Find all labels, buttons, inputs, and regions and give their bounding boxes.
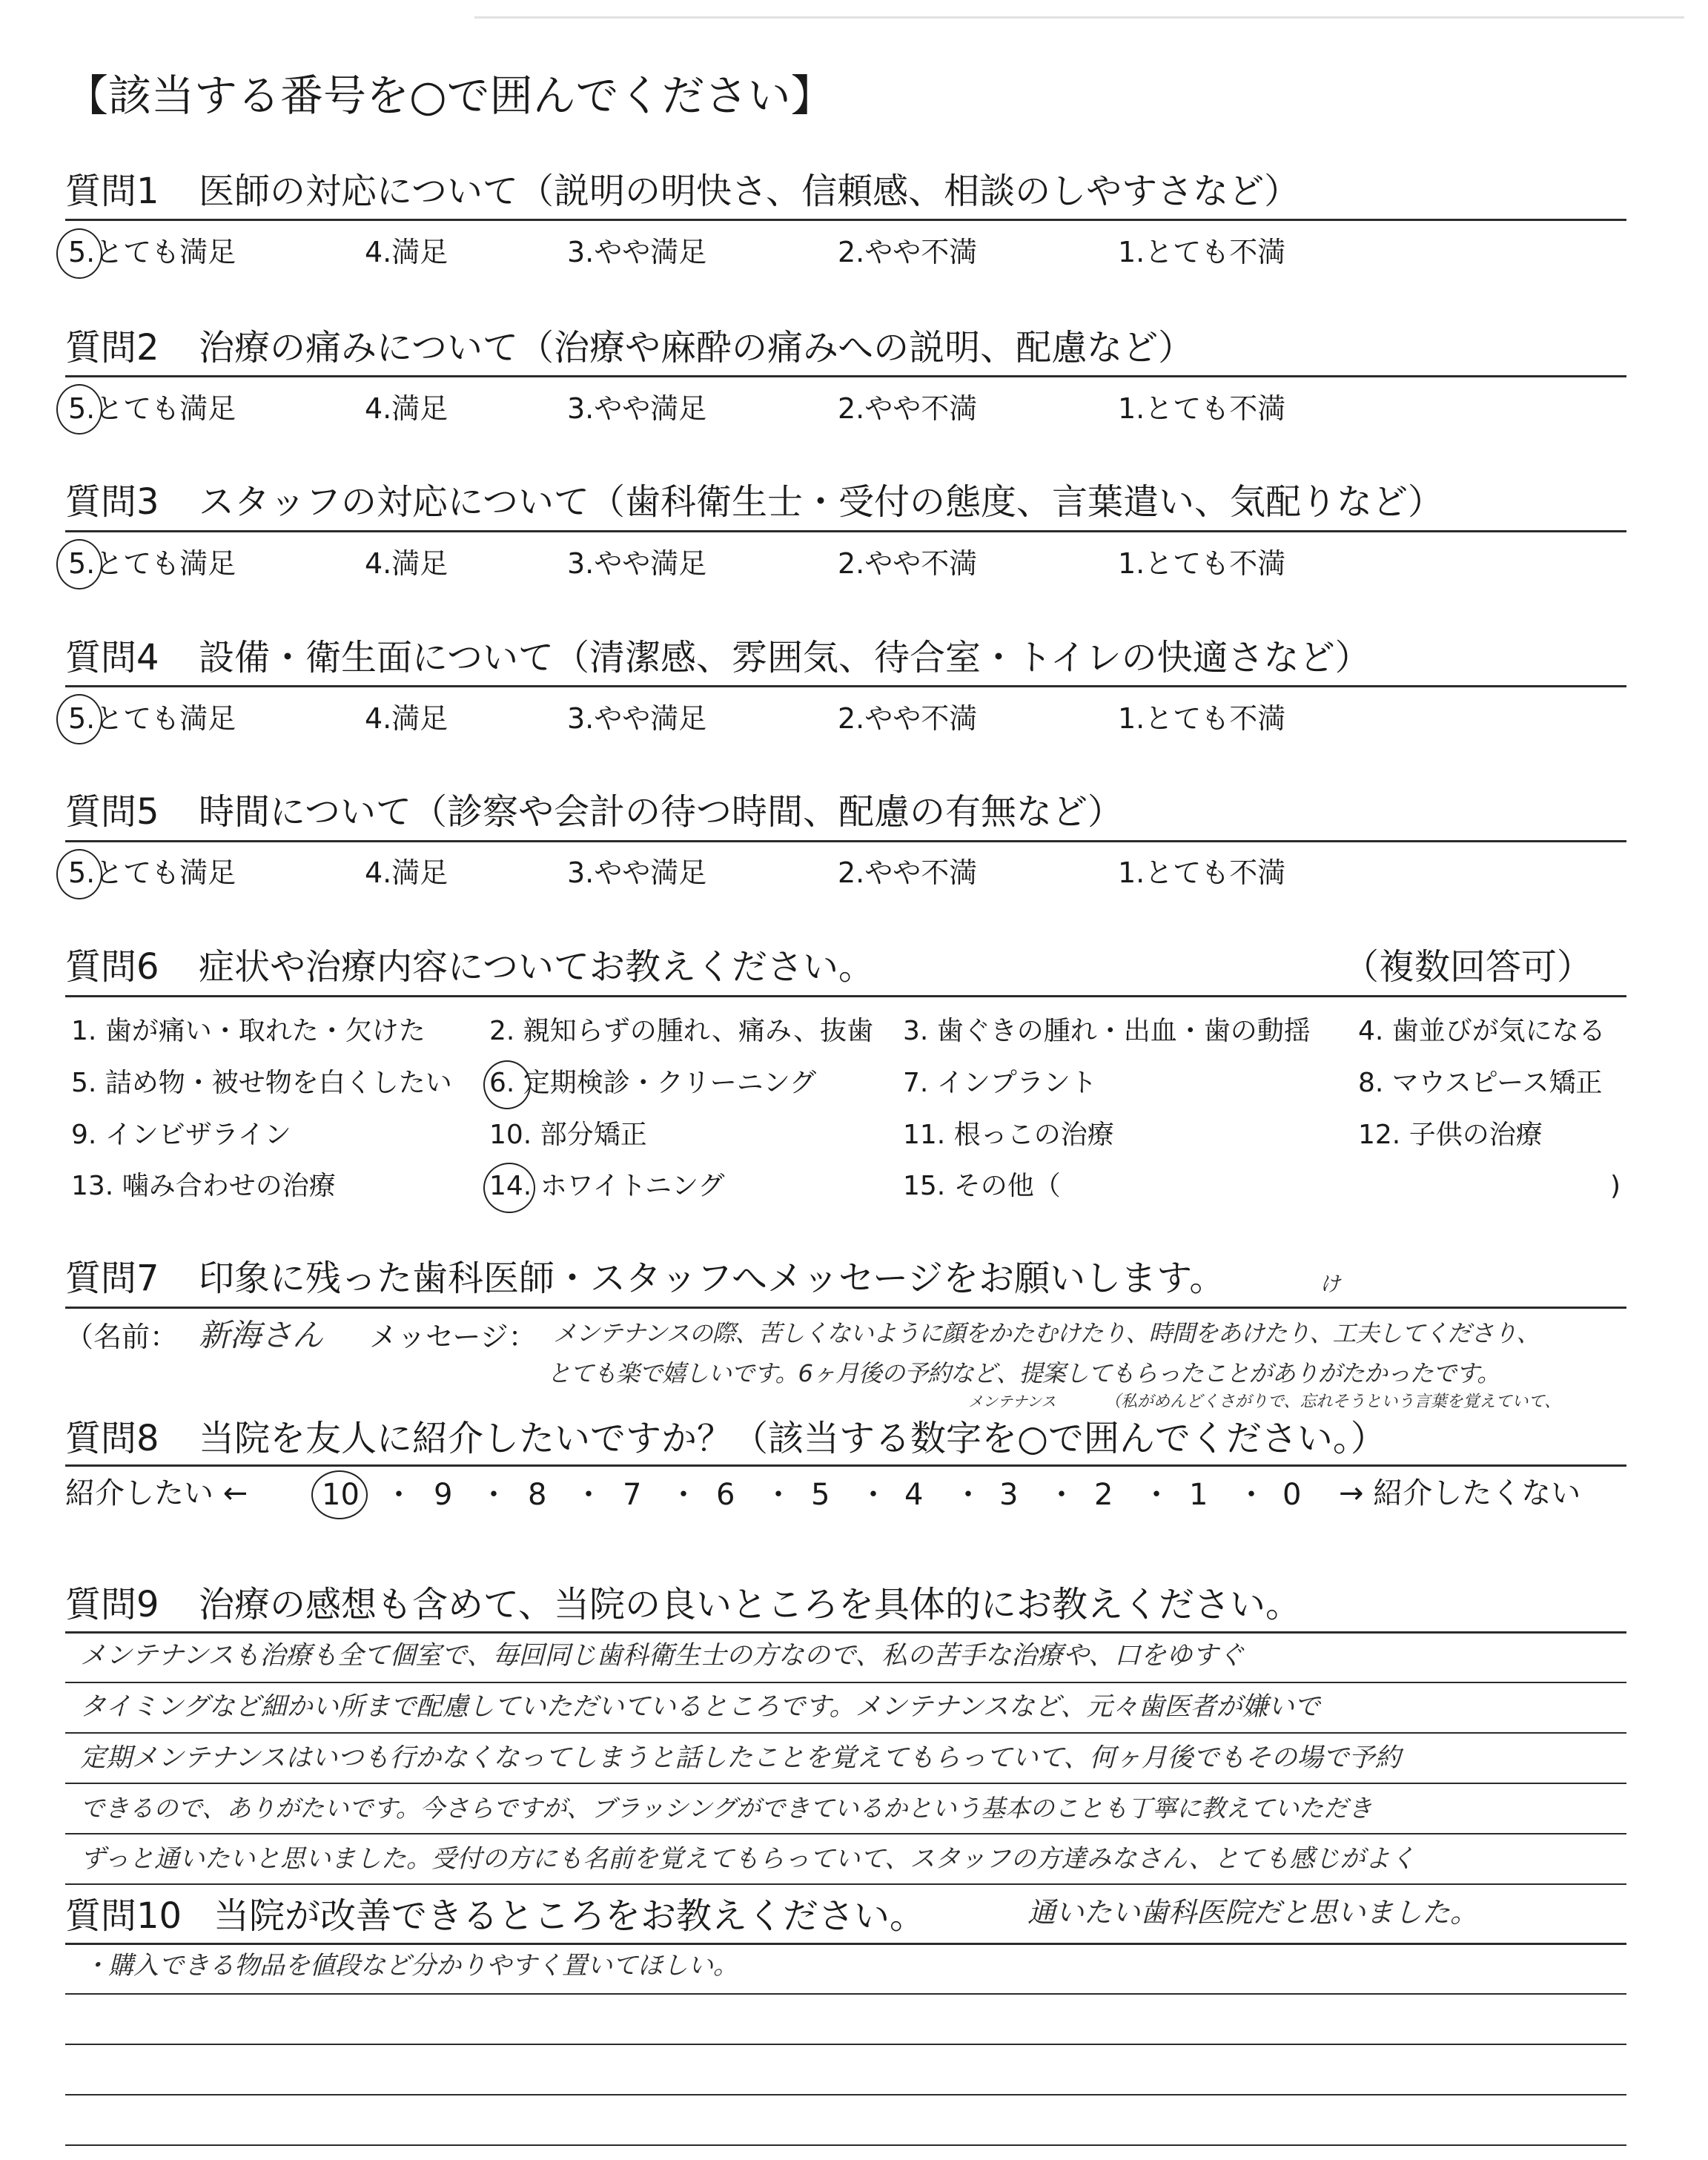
answer-text[interactable]: できるので、ありがたいです。今さらですが、ブラッシングができているかという基本のことも丁寧に教えていただき xyxy=(80,1794,1373,1823)
question-text: 当院が改善できるところをお教えください。 xyxy=(214,1895,926,1937)
scale-value-3[interactable]: 3 xyxy=(999,1478,1019,1512)
scale-dot: ・ xyxy=(1047,1478,1076,1512)
rating-option-1[interactable]: 1.とても不満 xyxy=(1118,236,1286,268)
rating-option-2[interactable]: 2.やや不満 xyxy=(838,236,978,268)
divider xyxy=(65,840,1626,842)
treatment-option-4[interactable]: 4. 歯並びが気になる xyxy=(1358,1016,1606,1046)
rating-option-3[interactable]: 3.やや満足 xyxy=(567,547,707,580)
divider xyxy=(65,995,1626,997)
treatment-option-10[interactable]: 10. 部分矯正 xyxy=(489,1120,647,1150)
rating-option-1[interactable]: 1.とても不満 xyxy=(1118,392,1286,425)
scale-dot: ・ xyxy=(764,1478,793,1512)
question-label: 質問5 xyxy=(65,791,159,833)
scale-value-2[interactable]: 2 xyxy=(1094,1478,1113,1512)
scale-value-8[interactable]: 8 xyxy=(528,1478,547,1512)
question-label: 質問4 xyxy=(65,637,159,678)
rating-option-4[interactable]: 4.満足 xyxy=(365,392,448,425)
treatment-option-11[interactable]: 11. 根っこの治療 xyxy=(903,1120,1114,1150)
rating-option-1[interactable]: 1.とても不満 xyxy=(1118,856,1286,889)
scale-dot: ・ xyxy=(953,1478,983,1512)
rating-option-2[interactable]: 2.やや不満 xyxy=(838,547,978,580)
rating-option-5[interactable]: 5.とても満足 xyxy=(68,702,236,735)
divider xyxy=(65,219,1626,221)
message-line[interactable]: メンテナンスの際、苦しくないように顔をかたむけたり、時間をあけたり、工夫してくださり、 xyxy=(553,1319,1540,1347)
treatment-option-7[interactable]: 7. インプラント xyxy=(903,1068,1097,1098)
answer-line xyxy=(65,1682,1626,1683)
treatment-option-2[interactable]: 2. 親知らずの腫れ、痛み、抜歯 xyxy=(489,1016,874,1046)
rating-option-5[interactable]: 5.とても満足 xyxy=(68,547,236,580)
divider xyxy=(65,685,1626,687)
answer-text[interactable]: ・購入できる物品を値段など分かりやすく置いてほしい。 xyxy=(83,1951,738,1981)
scale-value-1[interactable]: 1 xyxy=(1189,1478,1208,1512)
rating-option-3[interactable]: 3.やや満足 xyxy=(567,392,707,425)
answer-line xyxy=(65,1833,1626,1834)
scale-dot: ・ xyxy=(858,1478,888,1512)
question-text: 医師の対応について（説明の明快さ、信頼感、相談のしやすさなど） xyxy=(199,171,1300,212)
page-title: 【該当する番号を○で囲んでください】 xyxy=(65,70,834,121)
answer-line xyxy=(65,1993,1626,1995)
rating-option-2[interactable]: 2.やや不満 xyxy=(838,392,978,425)
treatment-option-12[interactable]: 12. 子供の治療 xyxy=(1358,1120,1543,1150)
rating-option-3[interactable]: 3.やや満足 xyxy=(567,236,707,268)
scale-value-5[interactable]: 5 xyxy=(811,1478,830,1512)
answer-text[interactable]: 通いたい歯科医院だと思いました。 xyxy=(1027,1896,1479,1929)
handwritten-insert: け xyxy=(1320,1272,1341,1296)
question-label: 質問10 xyxy=(65,1895,182,1937)
rating-option-4[interactable]: 4.満足 xyxy=(365,856,448,889)
answer-text[interactable]: 定期メンテナンスはいつも行かなくなってしまうと話したことを覚えてもらっていて、何ヶ月後でもその場で予約 xyxy=(80,1743,1401,1773)
treatment-option-3[interactable]: 3. 歯ぐきの腫れ・出血・歯の動揺 xyxy=(903,1016,1311,1046)
rating-option-3[interactable]: 3.やや満足 xyxy=(567,702,707,735)
treatment-option-14[interactable]: 14. ホワイトニング xyxy=(489,1171,725,1201)
recommend-right-label: → 紹介したくない xyxy=(1339,1476,1581,1510)
rating-option-2[interactable]: 2.やや不満 xyxy=(838,856,978,889)
scale-value-9[interactable]: 9 xyxy=(434,1478,453,1512)
rating-option-1[interactable]: 1.とても不満 xyxy=(1118,702,1286,735)
answer-text[interactable]: メンテナンスも治療も全て個室で、毎回同じ歯科衛生士の方なので、私の苦手な治療や、口をゆすぐ xyxy=(80,1641,1245,1671)
recommend-left-label: 紹介したい ← xyxy=(65,1476,248,1510)
message-line[interactable]: とても楽で嬉しいです。6ヶ月後の予約など、提案してもらったことがありがたかったです。 xyxy=(547,1359,1500,1387)
treatment-option-13[interactable]: 13. 噛み合わせの治療 xyxy=(71,1171,336,1201)
answer-line xyxy=(65,1883,1626,1885)
divider xyxy=(65,1631,1626,1634)
question-label: 質問6 xyxy=(65,946,159,988)
answer-text[interactable]: ずっと通いたいと思いました。受付の方にも名前を覚えてもらっていて、スタッフの方達みなさん、とても感じがよく xyxy=(80,1844,1416,1874)
question-label: 質問9 xyxy=(65,1584,159,1625)
scale-value-0[interactable]: 0 xyxy=(1282,1478,1302,1512)
rating-option-4[interactable]: 4.満足 xyxy=(365,702,448,735)
rating-option-1[interactable]: 1.とても不満 xyxy=(1118,547,1286,580)
scale-value-6[interactable]: 6 xyxy=(716,1478,735,1512)
treatment-option-9[interactable]: 9. インビザライン xyxy=(71,1120,291,1150)
rating-option-5[interactable]: 5.とても満足 xyxy=(68,236,236,268)
scale-value-4[interactable]: 4 xyxy=(904,1478,924,1512)
answer-line xyxy=(65,2044,1626,2045)
scale-dot: ・ xyxy=(574,1478,603,1512)
rating-option-4[interactable]: 4.満足 xyxy=(365,236,448,268)
divider xyxy=(65,1307,1626,1309)
question-text: スタッフの対応について（歯科衛生士・受付の態度、言葉遣い、気配りなど） xyxy=(199,481,1444,523)
multiple-answer-note: （複数回答可） xyxy=(1343,946,1593,988)
message-label: メッセージ： xyxy=(369,1321,537,1353)
question-text: 治療の感想も含めて、当院の良いところを具体的にお教えください。 xyxy=(199,1584,1302,1625)
scale-value-10[interactable]: 10 xyxy=(322,1478,360,1512)
answer-line xyxy=(65,2094,1626,2095)
divider xyxy=(65,1464,1626,1467)
question-text: 設備・衛生面について（清潔感、雰囲気、待合室・トイレの快適さなど） xyxy=(199,637,1371,678)
scan-top-edge xyxy=(474,16,1684,19)
question-label: 質問8 xyxy=(65,1418,159,1459)
treatment-option-15[interactable]: 15. その他（ xyxy=(903,1171,1061,1201)
rating-option-5[interactable]: 5.とても満足 xyxy=(68,856,236,889)
question-label: 質問7 xyxy=(65,1258,159,1299)
divider xyxy=(65,1943,1626,1945)
question-label: 質問1 xyxy=(65,171,159,212)
other-close-paren: ) xyxy=(1610,1171,1621,1201)
rating-option-2[interactable]: 2.やや不満 xyxy=(838,702,978,735)
handwritten-insert: （私がめんどくさがりで、忘れそうという言葉を覚えていて、 xyxy=(1105,1393,1561,1411)
answer-text[interactable]: タイミングなど細かい所まで配慮していただいているところです。メンテナンスなど、元々歯医者が嫌いで xyxy=(80,1692,1320,1722)
divider xyxy=(65,530,1626,532)
divider xyxy=(65,375,1626,377)
answer-line xyxy=(65,2144,1626,2146)
name-value[interactable]: 新海さん xyxy=(199,1317,324,1353)
scale-dot: ・ xyxy=(1142,1478,1171,1512)
question-label: 質問2 xyxy=(65,327,159,369)
rating-option-4[interactable]: 4.満足 xyxy=(365,547,448,580)
scale-dot: ・ xyxy=(384,1478,414,1512)
rating-option-5[interactable]: 5.とても満足 xyxy=(68,392,236,425)
answer-line xyxy=(65,1783,1626,1784)
treatment-option-6[interactable]: 6. 定期検診・クリーニング xyxy=(489,1068,817,1098)
scale-dot: ・ xyxy=(669,1478,698,1512)
name-label: （名前： xyxy=(65,1321,179,1353)
scale-value-7[interactable]: 7 xyxy=(623,1478,642,1512)
question-text: 時間について（診察や会計の待つ時間、配慮の有無など） xyxy=(199,791,1124,833)
treatment-option-1[interactable]: 1. 歯が痛い・取れた・欠けた xyxy=(71,1016,426,1046)
question-text: 当院を友人に紹介したいですか？（該当する数字を○で囲んでください。） xyxy=(199,1418,1386,1459)
treatment-option-5[interactable]: 5. 詰め物・被せ物を白くしたい xyxy=(71,1068,452,1098)
question-text: 治療の痛みについて（治療や麻酔の痛みへの説明、配慮など） xyxy=(199,327,1194,369)
treatment-option-8[interactable]: 8. マウスピース矯正 xyxy=(1358,1068,1603,1098)
question-label: 質問3 xyxy=(65,481,159,523)
question-text: 症状や治療内容についてお教えください。 xyxy=(199,946,875,988)
scale-dot: ・ xyxy=(479,1478,509,1512)
scale-dot: ・ xyxy=(1237,1478,1266,1512)
rating-option-3[interactable]: 3.やや満足 xyxy=(567,856,707,889)
answer-line xyxy=(65,1732,1626,1734)
question-text: 印象に残った歯科医師・スタッフへメッセージをお願いします。 xyxy=(199,1258,1225,1299)
handwritten-insert: メンテナンス xyxy=(968,1393,1056,1410)
